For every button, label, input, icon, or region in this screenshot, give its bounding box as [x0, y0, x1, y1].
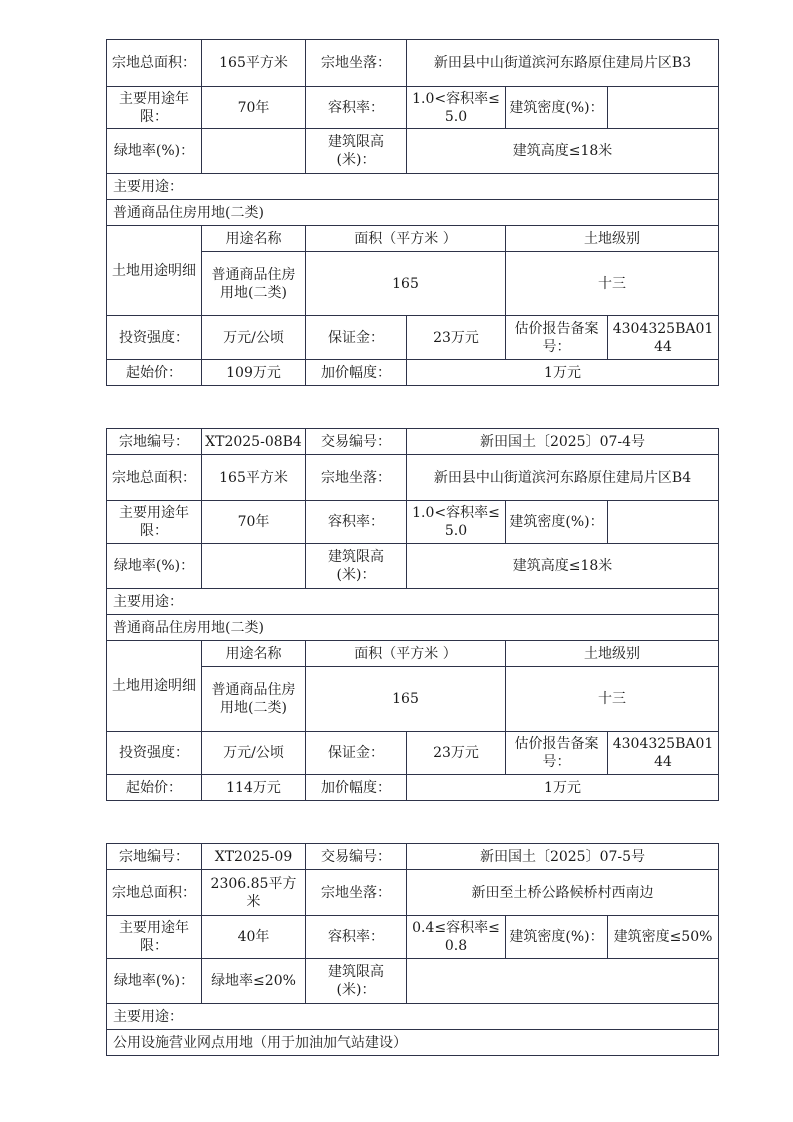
height-limit-label: 建筑限高(米)：	[306, 959, 407, 1004]
term-value: 70年	[202, 87, 306, 129]
grade-header: 土地级别	[506, 226, 719, 252]
far-value: 1.0<容积率≤5.0	[407, 87, 506, 129]
area-value: 165	[306, 252, 506, 316]
start-price-value: 109万元	[202, 360, 306, 386]
height-limit-value: 建筑高度≤18米	[407, 129, 719, 174]
trade-no-label: 交易编号：	[306, 844, 407, 870]
parcel-table-b3	[106, 39, 719, 386]
main-use-label: 主要用途：	[107, 1004, 719, 1030]
term-label: 主要用途年限：	[107, 87, 202, 129]
parcel-no-label: 宗地编号：	[107, 429, 202, 455]
grade-value: 十三	[506, 667, 719, 732]
invest-label: 投资强度：	[107, 316, 202, 360]
main-use-value: 公用设施营业网点用地（用于加油加气站建设）	[107, 1030, 719, 1056]
height-limit-label: 建筑限高(米)：	[306, 544, 407, 589]
grade-header: 土地级别	[506, 641, 719, 667]
density-label: 建筑密度(%)：	[506, 87, 608, 129]
far-label: 容积率：	[306, 916, 407, 959]
use-name-value: 普通商品住房用地(二类)	[202, 667, 306, 732]
location-value: 新田至土桥公路候桥村西南边	[407, 870, 719, 916]
total-area-label: 宗地总面积：	[107, 870, 202, 916]
appraisal-label: 估价报告备案号：	[506, 732, 608, 775]
term-label: 主要用途年限：	[107, 916, 202, 959]
far-value: 0.4≤容积率≤0.8	[407, 916, 506, 959]
increment-value: 1万元	[407, 775, 719, 801]
far-label: 容积率：	[306, 87, 407, 129]
start-price-label: 起始价：	[107, 775, 202, 801]
location-label: 宗地坐落：	[306, 40, 407, 87]
main-use-label: 主要用途：	[107, 174, 719, 200]
use-detail-label: 土地用途明细	[107, 641, 202, 732]
density-value	[608, 87, 719, 129]
trade-no-value: 新田国土〔2025〕07-5号	[407, 844, 719, 870]
parcel-no-value: XT2025-09	[202, 844, 306, 870]
green-value	[202, 544, 306, 589]
total-area-value: 165平方米	[202, 455, 306, 501]
term-label: 主要用途年限：	[107, 501, 202, 544]
area-header: 面积（平方米 ）	[306, 226, 506, 252]
far-label: 容积率：	[306, 501, 407, 544]
parcel-no-value: XT2025-08B4	[202, 429, 306, 455]
invest-value: 万元/公顷	[202, 732, 306, 775]
green-label: 绿地率(%)：	[107, 544, 202, 589]
main-use-value: 普通商品住房用地(二类)	[107, 615, 719, 641]
total-area-value: 2306.85平方米	[202, 870, 306, 916]
parcel-no-label: 宗地编号：	[107, 844, 202, 870]
green-label: 绿地率(%)：	[107, 129, 202, 174]
parcel-table-b4	[106, 428, 719, 801]
location-label: 宗地坐落：	[306, 455, 407, 501]
increment-label: 加价幅度：	[306, 360, 407, 386]
start-price-value: 114万元	[202, 775, 306, 801]
area-header: 面积（平方米 ）	[306, 641, 506, 667]
area-value: 165	[306, 667, 506, 732]
appraisal-value: 4304325BA0144	[608, 316, 719, 360]
use-name-value: 普通商品住房用地(二类)	[202, 252, 306, 316]
main-use-value: 普通商品住房用地(二类)	[107, 200, 719, 226]
total-area-value: 165平方米	[202, 40, 306, 87]
trade-no-label: 交易编号：	[306, 429, 407, 455]
density-value	[608, 501, 719, 544]
use-name-header: 用途名称	[202, 641, 306, 667]
deposit-label: 保证金：	[306, 316, 407, 360]
height-limit-value: 建筑高度≤18米	[407, 544, 719, 589]
deposit-value: 23万元	[407, 316, 506, 360]
term-value: 40年	[202, 916, 306, 959]
height-limit-value	[407, 959, 719, 1004]
use-detail-label: 土地用途明细	[107, 226, 202, 316]
total-area-label: 宗地总面积：	[107, 455, 202, 501]
far-value: 1.0<容积率≤5.0	[407, 501, 506, 544]
term-value: 70年	[202, 501, 306, 544]
deposit-label: 保证金：	[306, 732, 407, 775]
invest-value: 万元/公顷	[202, 316, 306, 360]
parcel-table-09	[106, 843, 719, 1056]
height-limit-label: 建筑限高(米)：	[306, 129, 407, 174]
green-value	[202, 129, 306, 174]
location-value: 新田县中山街道滨河东路原住建局片区B4	[407, 455, 719, 501]
deposit-value: 23万元	[407, 732, 506, 775]
total-area-label: 宗地总面积：	[107, 40, 202, 87]
density-label: 建筑密度(%)：	[506, 916, 608, 959]
appraisal-value: 4304325BA0144	[608, 732, 719, 775]
increment-value: 1万元	[407, 360, 719, 386]
trade-no-value: 新田国土〔2025〕07-4号	[407, 429, 719, 455]
grade-value: 十三	[506, 252, 719, 316]
location-label: 宗地坐落：	[306, 870, 407, 916]
start-price-label: 起始价：	[107, 360, 202, 386]
invest-label: 投资强度：	[107, 732, 202, 775]
green-value: 绿地率≤20%	[202, 959, 306, 1004]
appraisal-label: 估价报告备案号：	[506, 316, 608, 360]
main-use-label: 主要用途：	[107, 589, 719, 615]
increment-label: 加价幅度：	[306, 775, 407, 801]
location-value: 新田县中山街道滨河东路原住建局片区B3	[407, 40, 719, 87]
green-label: 绿地率(%)：	[107, 959, 202, 1004]
density-label: 建筑密度(%)：	[506, 501, 608, 544]
density-value: 建筑密度≤50%	[608, 916, 719, 959]
use-name-header: 用途名称	[202, 226, 306, 252]
